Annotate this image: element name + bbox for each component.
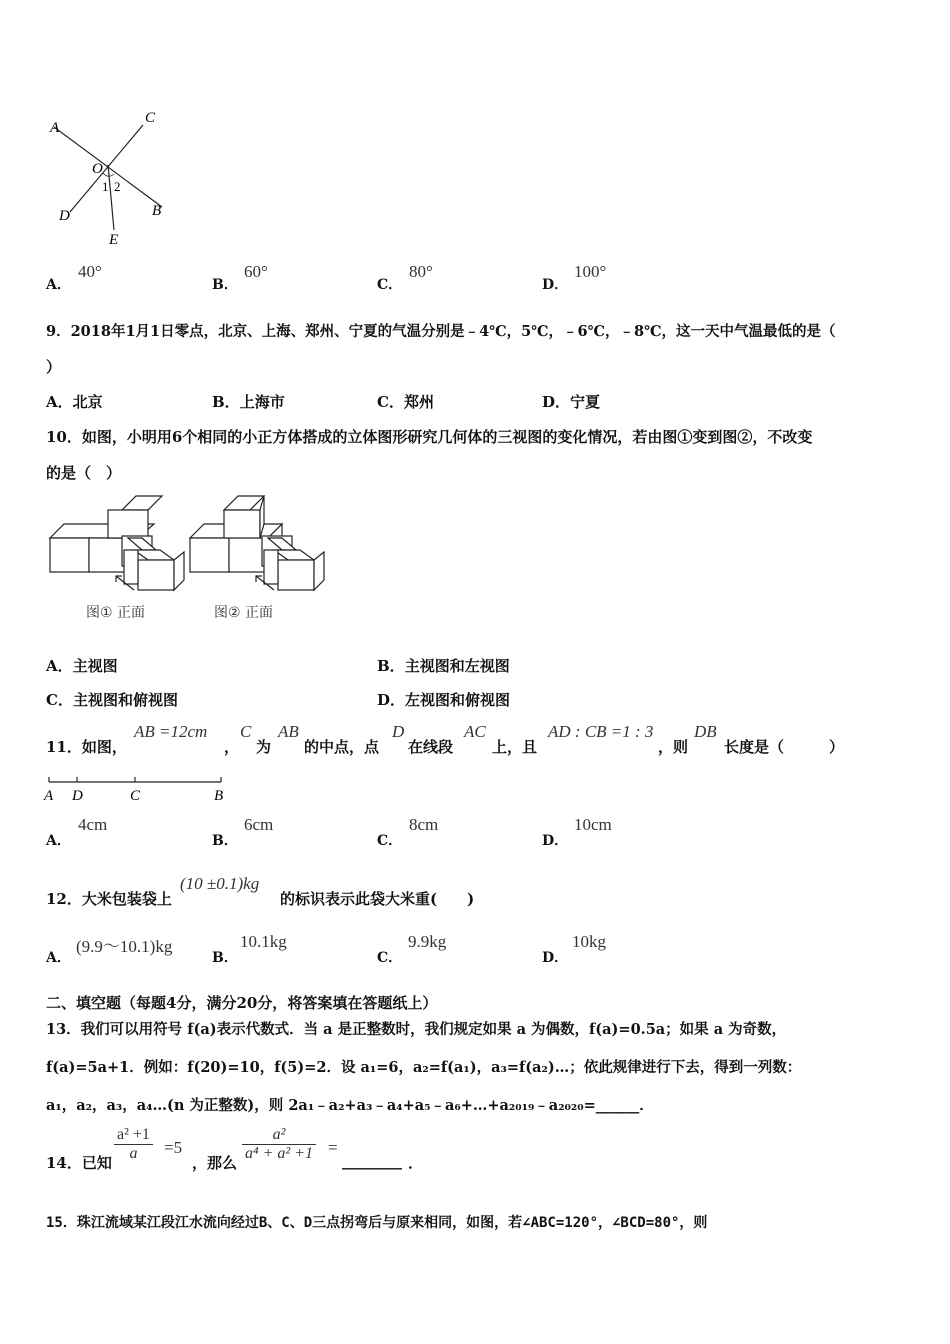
q10-options bbox=[46, 655, 846, 715]
q10-stem-end: 的是（ ） bbox=[46, 464, 122, 482]
q14-fraction-1-numerator: a² +1 bbox=[114, 1126, 153, 1145]
q11-text-6: 上，且 bbox=[492, 738, 538, 756]
q8-option-d-value: 100° bbox=[574, 262, 607, 281]
q14-fraction-2 bbox=[242, 1126, 316, 1163]
q14-stem bbox=[46, 1126, 546, 1176]
q11-text-2: ， bbox=[224, 738, 240, 756]
q11-math-ratio: AD : CB =1 : 3 bbox=[548, 722, 654, 741]
q9-option-b-value: 上海市 bbox=[239, 393, 285, 411]
q14-end: ． bbox=[408, 1154, 424, 1172]
q12-math-weight: (10 ±0.1)kg bbox=[180, 874, 260, 893]
q8-option-b-value: 60° bbox=[244, 262, 268, 281]
q9-option-d-value: 宁夏 bbox=[570, 393, 601, 411]
q12-stem bbox=[46, 874, 646, 908]
q10-option-b-label: B． bbox=[377, 657, 405, 675]
q9-stem: 9．2018年1月1日零点，北京、上海、郑州、宁夏的气温分别是﹣4℃，5℃，﹣6℃，﹣8℃，这一天中气温最低的是（ bbox=[46, 323, 836, 340]
q10-stem: 10．如图，小明用6个相同的小正方体搭成的立体图形研究几何体的三视图的变化情况，若由图①变到图②，不改变 bbox=[46, 428, 813, 446]
q11-math-ac: AC bbox=[464, 722, 486, 741]
q14-fraction-1-denominator: a bbox=[129, 1145, 138, 1162]
q12-option-d-value: 10kg bbox=[572, 932, 606, 951]
q9-option-b-label: B． bbox=[212, 393, 240, 411]
q14-fraction-2-denominator: a⁴ + a² +1 bbox=[245, 1145, 313, 1162]
q8-option-a-value: 40° bbox=[78, 262, 102, 281]
q11-text-5: 在线段 bbox=[408, 738, 454, 756]
q11-text-7: ，则 bbox=[658, 738, 689, 756]
q12-option-b-label: B． bbox=[212, 950, 238, 966]
q12-option-c-label: C． bbox=[377, 950, 403, 966]
q11-option-d-value: 10cm bbox=[574, 815, 612, 834]
q11-math-db: DB bbox=[694, 722, 717, 741]
seg-label-c: C bbox=[130, 788, 141, 804]
q11-options bbox=[46, 815, 846, 847]
q11-stem bbox=[46, 722, 906, 762]
q9-option-c-value: 郑州 bbox=[403, 393, 434, 411]
label-1: 1 bbox=[102, 179, 109, 194]
q9-option-c-label: C． bbox=[377, 393, 404, 411]
label-c: C bbox=[145, 110, 156, 126]
q11-option-c-label: C． bbox=[377, 833, 403, 849]
q10-fig1-caption: 图① 正面 bbox=[86, 605, 146, 621]
q9-options bbox=[46, 391, 846, 415]
q10-option-c-label: C． bbox=[46, 691, 73, 709]
q11-text-4: 的中点，点 bbox=[304, 738, 380, 756]
q10-option-d-value: 左视图和俯视图 bbox=[405, 691, 511, 709]
q10-option-c-value: 主视图和俯视图 bbox=[72, 691, 178, 709]
q11-option-a-label: A． bbox=[46, 833, 71, 849]
q8-angle-figure bbox=[40, 105, 180, 250]
q14-fraction-1 bbox=[114, 1126, 153, 1163]
q11-math-ab: AB =12cm bbox=[134, 722, 208, 741]
q11-text-3: 为 bbox=[256, 738, 272, 756]
q13-line2: f(a)=5a+1．例如：f(20)=10，f(5)=2．设 a₁=6，a₂=f(a₁)，a₃=f(a₂)…；依此规律进行下去，得到一列数： bbox=[46, 1059, 802, 1076]
q9-option-a-value: 北京 bbox=[72, 393, 103, 411]
q12-option-a-value: (9.9～10.1)kg bbox=[76, 937, 173, 956]
q14-equals: = bbox=[328, 1138, 338, 1157]
q8-option-c-label: C． bbox=[377, 277, 403, 293]
q8-option-b-label: B． bbox=[212, 277, 238, 293]
q11-text-1: 11．如图， bbox=[46, 738, 127, 756]
q10-option-b-value: 主视图和左视图 bbox=[404, 657, 510, 675]
seg-label-a: A bbox=[44, 788, 54, 804]
q9-option-a-label: A． bbox=[46, 393, 73, 411]
q11-math-d: D bbox=[392, 722, 405, 741]
q11-segment-figure bbox=[42, 774, 232, 806]
q13-line3: a₁，a₂，a₃，a₄…(n 为正整数)，则 2a₁﹣a₂+a₃﹣a₄+a₅﹣a₆+…+a₂₀₁₉﹣a₂₀₂₀=______． bbox=[46, 1097, 654, 1114]
q10-fig2-caption: 图② 正面 bbox=[214, 605, 274, 621]
q12-options bbox=[46, 932, 846, 964]
q11-option-b-label: B． bbox=[212, 833, 238, 849]
q15-line1: 15．珠江流域某江段江水流向经过B、C、D三点拐弯后与原来相同，如图，若∠ABC=120°，∠BCD=80°，则 bbox=[46, 1215, 708, 1231]
q14-text-2: ，那么 bbox=[192, 1154, 238, 1172]
q9-stem-end: ） bbox=[46, 358, 62, 376]
q10-option-d-label: D． bbox=[377, 691, 406, 709]
q12-option-d-label: D． bbox=[542, 950, 569, 966]
q8-option-a-label: A． bbox=[46, 277, 71, 293]
q9-option-d-label: D． bbox=[542, 393, 571, 411]
q8-option-c-value: 80° bbox=[409, 262, 433, 281]
q8-options bbox=[46, 262, 846, 292]
q14-fraction-2-numerator: a² bbox=[242, 1126, 316, 1145]
q11-option-c-value: 8cm bbox=[409, 815, 439, 834]
q11-text-8: 长度是（ ） bbox=[724, 738, 845, 756]
q13-line1: 13．我们可以用符号 f(a)表示代数式．当 a 是正整数时，我们规定如果 a 为偶数，f(a)=0.5a；如果 a 为奇数， bbox=[46, 1021, 787, 1038]
q10-option-a-value: 主视图 bbox=[72, 657, 118, 675]
q12-text-2: 的标识表示此袋大米重( ) bbox=[280, 890, 475, 908]
q14-text-1: 14．已知 bbox=[46, 1154, 112, 1172]
label-e: E bbox=[109, 232, 119, 248]
seg-label-b: B bbox=[214, 788, 224, 804]
q11-math-c: C bbox=[240, 722, 252, 741]
label-o: O bbox=[92, 161, 103, 177]
q12-option-c-value: 9.9kg bbox=[408, 932, 447, 951]
q11-option-b-value: 6cm bbox=[244, 815, 274, 834]
q12-option-a-label: A． bbox=[46, 950, 71, 966]
q14-equals-5: =5 bbox=[164, 1138, 183, 1157]
q12-text-1: 12．大米包装袋上 bbox=[46, 890, 172, 908]
label-2: 2 bbox=[114, 179, 121, 194]
q10-option-a-label: A． bbox=[46, 657, 73, 675]
q14-answer-blank[interactable]: ________ bbox=[342, 1152, 402, 1170]
label-b: B bbox=[152, 203, 162, 219]
section2-heading: 二、填空题（每题4分，满分20分，将答案填在答题纸上） bbox=[46, 994, 438, 1012]
q11-option-a-value: 4cm bbox=[78, 815, 108, 834]
q12-option-b-value: 10.1kg bbox=[240, 932, 287, 951]
label-d: D bbox=[59, 208, 70, 224]
q11-option-d-label: D． bbox=[542, 833, 569, 849]
seg-label-d: D bbox=[72, 788, 83, 804]
label-a: A bbox=[50, 120, 60, 136]
q8-option-d-label: D． bbox=[542, 277, 569, 293]
q11-math-ab2: AB bbox=[278, 722, 299, 741]
